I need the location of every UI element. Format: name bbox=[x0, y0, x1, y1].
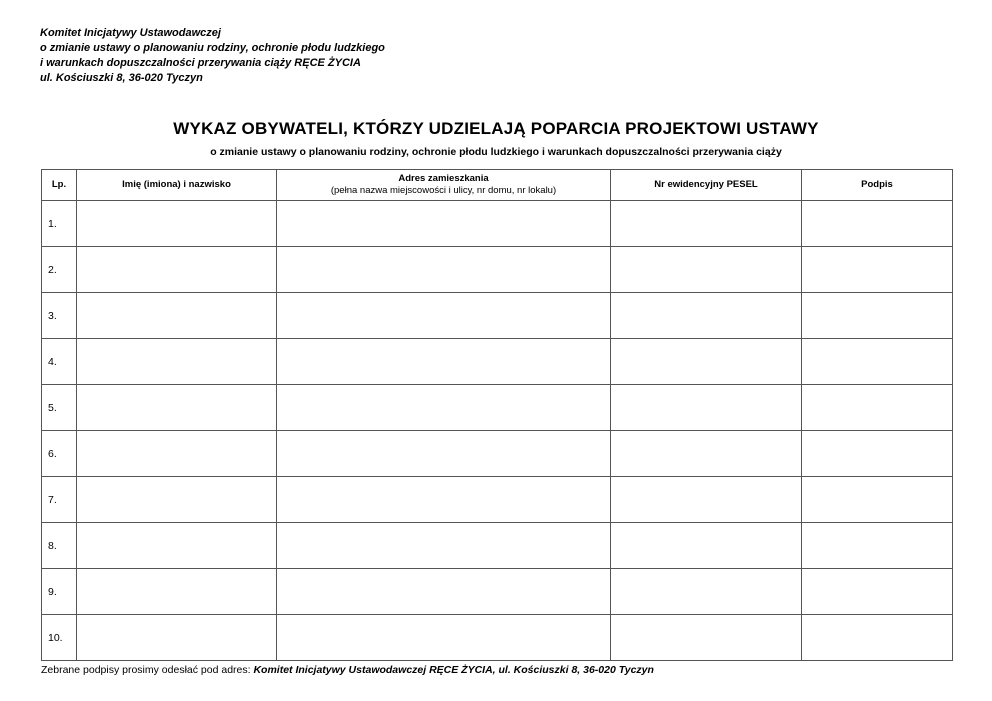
pesel-cell[interactable] bbox=[611, 523, 802, 569]
table-row bbox=[42, 477, 953, 523]
column-header-signature: Podpis bbox=[802, 170, 953, 201]
pesel-cell[interactable] bbox=[611, 201, 802, 247]
table-row bbox=[42, 201, 953, 247]
name-cell[interactable] bbox=[77, 569, 277, 615]
org-line: ul. Kościuszki 8, 36-020 Tyczyn bbox=[40, 72, 203, 84]
row-number: 2. bbox=[42, 247, 77, 293]
pesel-cell[interactable] bbox=[611, 247, 802, 293]
name-cell[interactable] bbox=[77, 339, 277, 385]
pesel-cell[interactable] bbox=[611, 385, 802, 431]
signature-table bbox=[41, 169, 953, 661]
footer-note bbox=[41, 664, 654, 676]
address-cell[interactable] bbox=[277, 523, 611, 569]
signature-cell[interactable] bbox=[802, 201, 953, 247]
pesel-cell[interactable] bbox=[611, 569, 802, 615]
table-row bbox=[42, 615, 953, 661]
organization-header bbox=[40, 26, 385, 86]
address-cell[interactable] bbox=[277, 293, 611, 339]
table-row bbox=[42, 339, 953, 385]
table-row bbox=[42, 293, 953, 339]
row-number: 7. bbox=[42, 477, 77, 523]
table-header-row bbox=[42, 170, 953, 201]
signature-cell[interactable] bbox=[802, 615, 953, 661]
document-subtitle: o zmianie ustawy o planowaniu rodziny, ochronie płodu ludzkiego i warunkach dopuszczalności przerywania ciąży bbox=[210, 146, 782, 158]
org-line: o zmianie ustawy o planowaniu rodziny, ochronie płodu ludzkiego bbox=[40, 42, 385, 54]
signature-cell[interactable] bbox=[802, 477, 953, 523]
signature-cell[interactable] bbox=[802, 293, 953, 339]
table-row bbox=[42, 385, 953, 431]
address-cell[interactable] bbox=[277, 201, 611, 247]
document-title: WYKAZ OBYWATELI, KTÓRZY UDZIELAJĄ POPARCIA PROJEKTOWI USTAWY bbox=[173, 119, 819, 138]
address-cell[interactable] bbox=[277, 431, 611, 477]
name-cell[interactable] bbox=[77, 385, 277, 431]
table-row bbox=[42, 569, 953, 615]
signature-cell[interactable] bbox=[802, 523, 953, 569]
column-header-name: Imię (imiona) i nazwisko bbox=[77, 170, 277, 201]
row-number: 1. bbox=[42, 201, 77, 247]
pesel-cell[interactable] bbox=[611, 339, 802, 385]
name-cell[interactable] bbox=[77, 523, 277, 569]
column-header-pesel: Nr ewidencyjny PESEL bbox=[611, 170, 802, 201]
address-cell[interactable] bbox=[277, 615, 611, 661]
pesel-cell[interactable] bbox=[611, 477, 802, 523]
name-cell[interactable] bbox=[77, 615, 277, 661]
table-row bbox=[42, 247, 953, 293]
signature-cell[interactable] bbox=[802, 569, 953, 615]
row-number: 3. bbox=[42, 293, 77, 339]
pesel-cell[interactable] bbox=[611, 293, 802, 339]
table-row bbox=[42, 523, 953, 569]
footer-prefix: Zebrane podpisy prosimy odesłać pod adres: bbox=[41, 664, 254, 676]
name-cell[interactable] bbox=[77, 477, 277, 523]
address-header-label: Adres zamieszkania bbox=[398, 173, 489, 184]
pesel-cell[interactable] bbox=[611, 615, 802, 661]
row-number: 8. bbox=[42, 523, 77, 569]
row-number: 10. bbox=[42, 615, 77, 661]
address-cell[interactable] bbox=[277, 247, 611, 293]
signature-cell[interactable] bbox=[802, 339, 953, 385]
name-cell[interactable] bbox=[77, 247, 277, 293]
signature-cell[interactable] bbox=[802, 385, 953, 431]
address-cell[interactable] bbox=[277, 385, 611, 431]
name-cell[interactable] bbox=[77, 201, 277, 247]
table-body bbox=[42, 201, 953, 661]
pesel-cell[interactable] bbox=[611, 431, 802, 477]
table-row bbox=[42, 431, 953, 477]
address-cell[interactable] bbox=[277, 569, 611, 615]
signature-cell[interactable] bbox=[802, 431, 953, 477]
column-header-address bbox=[277, 170, 611, 201]
row-number: 6. bbox=[42, 431, 77, 477]
org-line: Komitet Inicjatywy Ustawodawczej bbox=[40, 27, 221, 39]
address-cell[interactable] bbox=[277, 477, 611, 523]
address-header-note: (pełna nazwa miejscowości i ulicy, nr domu, nr lokalu) bbox=[330, 185, 557, 196]
signature-cell[interactable] bbox=[802, 247, 953, 293]
org-line: i warunkach dopuszczalności przerywania ciąży RĘCE ŻYCIA bbox=[40, 57, 361, 69]
name-cell[interactable] bbox=[77, 293, 277, 339]
address-cell[interactable] bbox=[277, 339, 611, 385]
footer-address: Komitet Inicjatywy Ustawodawczej RĘCE ŻYCIA, ul. Kościuszki 8, 36-020 Tyczyn bbox=[253, 664, 654, 676]
name-cell[interactable] bbox=[77, 431, 277, 477]
row-number: 4. bbox=[42, 339, 77, 385]
column-header-lp: Lp. bbox=[42, 170, 77, 201]
row-number: 9. bbox=[42, 569, 77, 615]
row-number: 5. bbox=[42, 385, 77, 431]
